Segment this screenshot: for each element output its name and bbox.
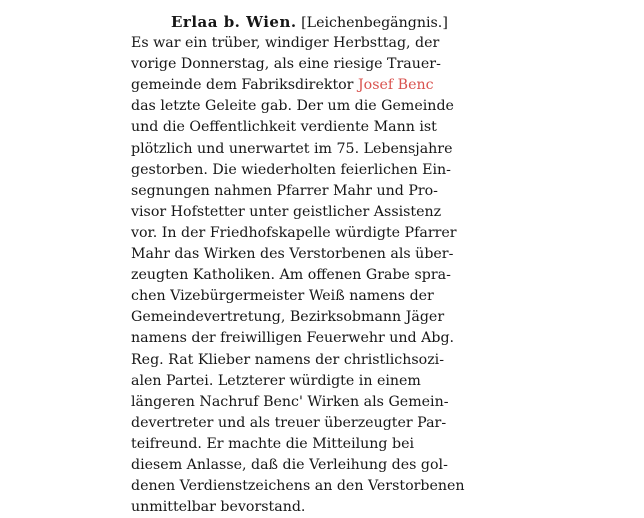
article-line-23: unmittelbar bevorstand. [131, 499, 306, 516]
article-line-22: denen Verdienstzeichens an den Verstorbenen [131, 478, 465, 495]
headline: Erlaa b. Wien. [171, 13, 297, 31]
highlighted-name: Josef Benc [357, 77, 434, 94]
article-line-11: Mahr das Wirken des Verstorbenen als über- [131, 246, 454, 263]
article-line-19: devertreter und als treuer überzeugter Par- [131, 414, 447, 431]
article-line-3 [131, 75, 513, 96]
article-line-12: zeugten Katholiken. Am offenen Grabe spra- [131, 267, 451, 284]
article-line-13: chen Vizebürgermeister Weiß namens der [131, 288, 434, 305]
article-line-1: Es war ein trüber, windiger Herbsttag, der [131, 35, 440, 52]
article-line-17: alen Partei. Letzterer würdigte in einem [131, 372, 421, 389]
headline-line [131, 12, 513, 33]
article-line-5: und die Oeffentlichkeit verdiente Mann ist [131, 119, 437, 136]
article-line-16: Reg. Rat Klieber namens der christlichsozi- [131, 351, 445, 368]
article-line-14: Gemeindevertretung, Bezirksobmann Jäger [131, 309, 445, 326]
article-line-15: namens der freiwilligen Feuerwehr und Abg. [131, 330, 455, 347]
article-line-10: vor. In der Friedhofskapelle würdigte Pfarrer [131, 224, 457, 241]
article-line-2: vorige Donnerstag, als eine riesige Trauer- [131, 56, 441, 73]
article-line-6: plötzlich und unerwartet im 75. Lebensjahre [131, 140, 453, 157]
article-line-18: längeren Nachruf Benc' Wirken als Gemein- [131, 393, 449, 410]
article-line-3-text: gemeinde dem Fabriksdirektor [131, 77, 354, 94]
category-label: [Leichenbegängnis.] [301, 15, 448, 31]
article-line-20: teifreund. Er machte die Mitteilung bei [131, 435, 415, 452]
article-column [131, 12, 513, 518]
article-line-8: segnungen nahmen Pfarrer Mahr und Pro- [131, 182, 438, 199]
article-line-21: diesem Anlasse, daß die Verleihung des gol- [131, 456, 448, 473]
article-line-9: visor Hofstetter unter geistlicher Assistenz [131, 203, 442, 220]
article-line-7: gestorben. Die wiederholten feierlichen Ein- [131, 161, 451, 178]
article-line-4: das letzte Geleite gab. Der um die Gemeinde [131, 98, 454, 115]
